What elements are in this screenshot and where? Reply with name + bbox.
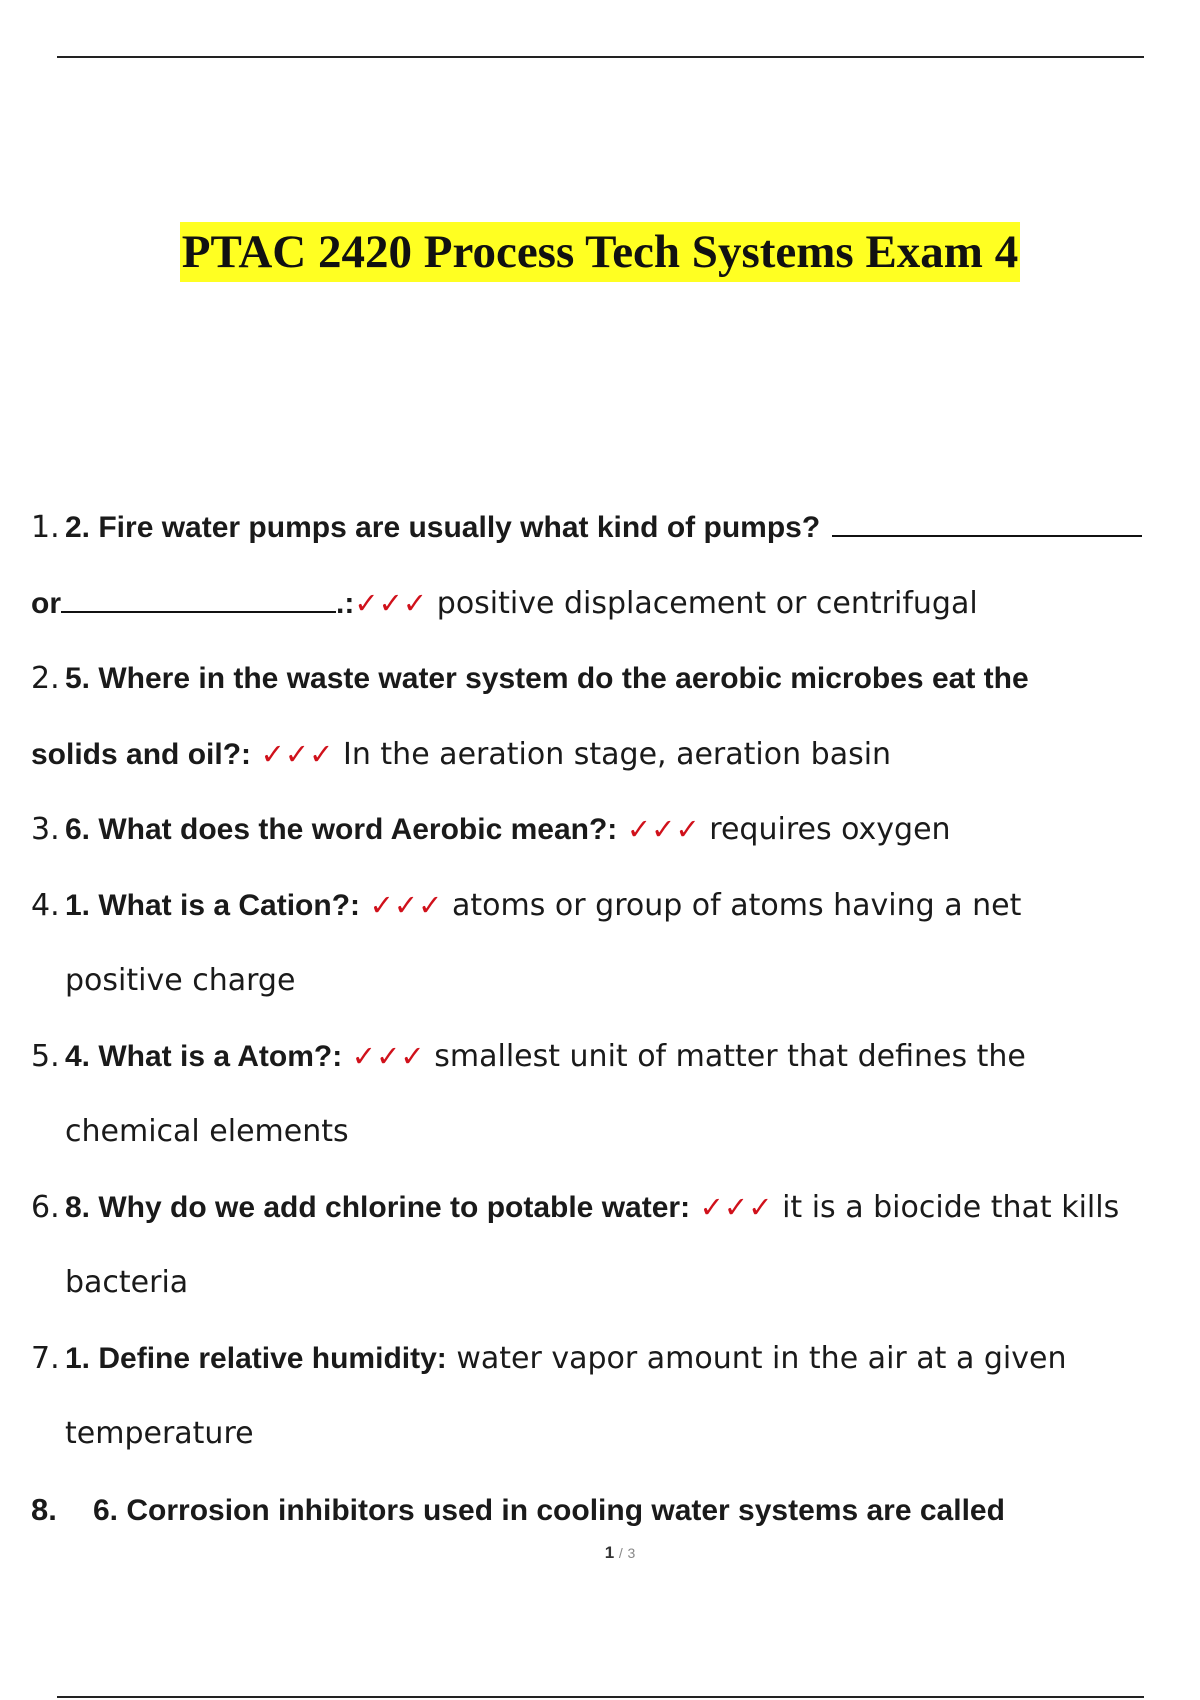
question-label: 2. Fire water pumps are usually what kind of pumps? bbox=[65, 511, 821, 544]
question-label: 5. Where in the waste water system do the aerobic microbes eat the bbox=[65, 662, 1029, 695]
question-item bbox=[31, 1472, 1196, 1549]
question-number: 6. bbox=[31, 1189, 60, 1225]
question-item bbox=[31, 868, 1196, 1019]
check-marks-icon: ✓✓✓ bbox=[369, 887, 443, 922]
document-title: PTAC 2420 Process Tech Systems Exam 4 bbox=[180, 222, 1020, 282]
question-label: 1. Define relative humidity: bbox=[65, 1341, 447, 1375]
check-marks-icon: ✓✓✓ bbox=[699, 1189, 773, 1224]
answer-blank bbox=[832, 515, 1142, 537]
question-label: 4. What is a Atom?: bbox=[65, 1039, 343, 1073]
question-number: 5. bbox=[31, 1038, 60, 1074]
question-label-tail: .: bbox=[336, 586, 355, 620]
answer-continuation: positive charge bbox=[65, 963, 296, 998]
question-number: 2. bbox=[31, 661, 60, 696]
question-item bbox=[31, 1321, 1196, 1472]
question-item bbox=[31, 490, 1196, 641]
page-separator: / bbox=[618, 1545, 623, 1561]
answer-continuation: chemical elements bbox=[65, 1114, 349, 1149]
question-item bbox=[31, 641, 1196, 792]
check-marks-icon: ✓✓✓ bbox=[626, 812, 700, 846]
question-label: 8. Why do we add chlorine to potable water: bbox=[65, 1190, 691, 1224]
bottom-divider bbox=[57, 1696, 1144, 1698]
question-continuation bbox=[31, 566, 1196, 642]
answer-text: In the aeration stage, aeration basin bbox=[343, 736, 892, 772]
answer-continuation: bacteria bbox=[65, 1265, 189, 1300]
answer-text: it is a biocide that kills bbox=[782, 1189, 1120, 1225]
question-number: 1. bbox=[31, 510, 60, 545]
question-item bbox=[31, 1170, 1196, 1321]
question-number: 7. bbox=[31, 1340, 60, 1376]
question-label: 6. What does the word Aerobic mean?: bbox=[65, 813, 618, 846]
top-divider bbox=[57, 56, 1144, 58]
page-indicator bbox=[0, 1543, 1200, 1563]
question-label-cont: or bbox=[31, 586, 61, 620]
check-marks-icon: ✓✓✓ bbox=[260, 736, 334, 771]
page-total: 3 bbox=[627, 1545, 636, 1561]
answer-text: smallest unit of matter that defines the bbox=[434, 1038, 1026, 1074]
question-number: 4. bbox=[31, 887, 60, 923]
answer-text: requires oxygen bbox=[709, 812, 951, 847]
page-current: 1 bbox=[604, 1543, 615, 1562]
answer-blank bbox=[61, 591, 336, 613]
title-container bbox=[0, 222, 1200, 282]
question-continuation bbox=[31, 717, 1196, 793]
answer-continuation: temperature bbox=[65, 1416, 254, 1451]
question-label-cont: solids and oil?: bbox=[31, 737, 252, 771]
question-item bbox=[31, 1019, 1196, 1170]
question-number: 3. bbox=[31, 812, 60, 847]
question-item bbox=[31, 792, 1196, 868]
question-list bbox=[31, 490, 1196, 1548]
check-marks-icon: ✓✓✓ bbox=[354, 585, 428, 620]
check-marks-icon: ✓✓✓ bbox=[351, 1038, 425, 1073]
answer-text: water vapor amount in the air at a given bbox=[456, 1340, 1067, 1376]
question-label: 6. Corrosion inhibitors used in cooling water systems are called bbox=[93, 1493, 1005, 1527]
question-label: 1. What is a Cation?: bbox=[65, 888, 361, 922]
answer-text: atoms or group of atoms having a net bbox=[452, 887, 1022, 923]
answer-text: positive displacement or centrifugal bbox=[436, 585, 978, 621]
question-number: 8. bbox=[31, 1491, 57, 1527]
